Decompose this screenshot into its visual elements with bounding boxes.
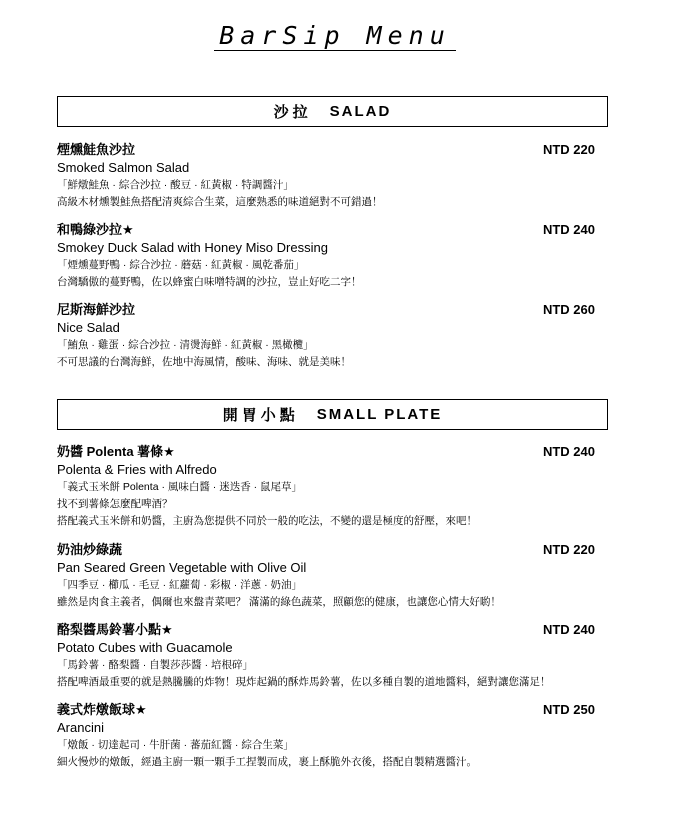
item-description: 高級木材燻製鮭魚搭配清爽綜合生菜，這麼熟悉的味道絕對不可錯過！	[57, 196, 383, 208]
menu-item	[57, 301, 608, 371]
item-price: NTD 240	[542, 222, 595, 237]
item-price: NTD 240	[542, 622, 595, 637]
menu-title: BarSip Menu	[214, 22, 456, 51]
item-ingredients: 「燉飯 · 切達起司 · 牛肝菌 · 蕃茄紅醬 · 綜合生菜」	[57, 739, 294, 751]
item-description: 雖然是肉食主義者，偶爾也來盤青菜吧？ 滿滿的綠色蔬菜，照顧您的健康，也讓您心情大好喲！	[57, 596, 501, 608]
item-ingredients: 「義式玉米餅 Polenta · 風味白醬 · 迷迭香 · 鼠尾草」	[57, 481, 303, 493]
item-description: 細火慢炒的燉飯，經過主廚一顆一顆手工捏製而成，裹上酥脆外衣後，搭配自製精選醬汁。	[57, 756, 477, 768]
item-name-zh: 酪梨醬馬鈴薯小點★	[57, 622, 173, 637]
item-ingredients: 「馬鈴薯 · 酪梨醬 · 自製莎莎醬 · 培根碎」	[57, 659, 253, 671]
section-title-en: SMALL PLATE	[316, 406, 443, 423]
section-header-salad	[57, 96, 608, 127]
item-name-en: Potato Cubes with Guacamole	[57, 640, 233, 655]
item-name-zh: 義式炸燉飯球★	[57, 702, 147, 717]
section-title-en: SALAD	[329, 103, 392, 120]
item-name-en: Smoked Salmon Salad	[57, 160, 190, 175]
item-price: NTD 220	[542, 542, 595, 557]
menu-item	[57, 221, 608, 291]
item-ingredients: 「煙燻蔓野鴨 · 綜合沙拉 · 蘑菇 · 紅黃椒 · 風乾番茄」	[57, 259, 305, 271]
menu-item	[57, 141, 608, 211]
item-name-zh: 尼斯海鮮沙拉	[57, 302, 136, 317]
item-name-en: Smokey Duck Salad with Honey Miso Dressing	[57, 240, 328, 255]
item-description: 不可思議的台灣海鮮，佐地中海風情，酸味、海味、就是美味！	[57, 356, 351, 368]
item-description: 台灣驕傲的蔓野鴨，佐以蜂蜜白味噌特調的沙拉，豈止好吃二字！	[57, 276, 362, 288]
item-price: NTD 220	[542, 142, 595, 157]
section-header-small-plate	[57, 399, 608, 430]
menu-item	[57, 443, 608, 530]
item-name-en: Polenta & Fries with Alfredo	[57, 462, 217, 477]
item-ingredients: 「鮪魚 · 雞蛋 · 綜合沙拉 · 清燙海鮮 · 紅黃椒 · 黑橄欖」	[57, 339, 314, 351]
section-title-zh: 沙拉	[273, 104, 312, 121]
item-price: NTD 250	[542, 702, 595, 717]
item-price: NTD 240	[542, 444, 595, 459]
item-name-zh: 奶醬 Polenta 薯條★	[57, 444, 175, 459]
item-ingredients: 「鮮燉鮭魚 · 綜合沙拉 · 酸豆 · 紅黃椒 · 特調醬汁」	[57, 179, 294, 191]
item-price: NTD 260	[542, 302, 595, 317]
item-description: 找不到薯條怎麼配啤酒？	[57, 498, 173, 510]
item-name-en: Nice Salad	[57, 320, 120, 335]
item-ingredients: 「四季豆 · 櫛瓜 · 毛豆 · 紅蘿蔔 · 彩椒 · 洋蔥 · 奶油」	[57, 579, 302, 591]
item-description: 搭配啤酒最重要的就是熱騰騰的炸物！現炸起鍋的酥炸馬鈴薯，佐以多種自製的道地醬料，絕對讓您滿足！	[57, 676, 551, 688]
section-title-zh: 開胃小點	[222, 407, 299, 424]
menu-item	[57, 541, 608, 611]
item-name-en: Arancini	[57, 720, 104, 735]
menu-item	[57, 701, 608, 771]
item-name-zh: 奶油炒綠蔬	[57, 542, 123, 557]
menu-item	[57, 621, 608, 691]
item-description: 搭配義式玉米餅和奶醬，主廚為您提供不同於一般的吃法，不變的還是極度的舒壓，來吧！	[57, 515, 477, 527]
item-name-zh: 和鴨綠沙拉★	[57, 222, 134, 237]
item-name-zh: 煙燻鮭魚沙拉	[57, 142, 136, 157]
item-name-en: Pan Seared Green Vegetable with Olive Oil	[57, 560, 307, 575]
